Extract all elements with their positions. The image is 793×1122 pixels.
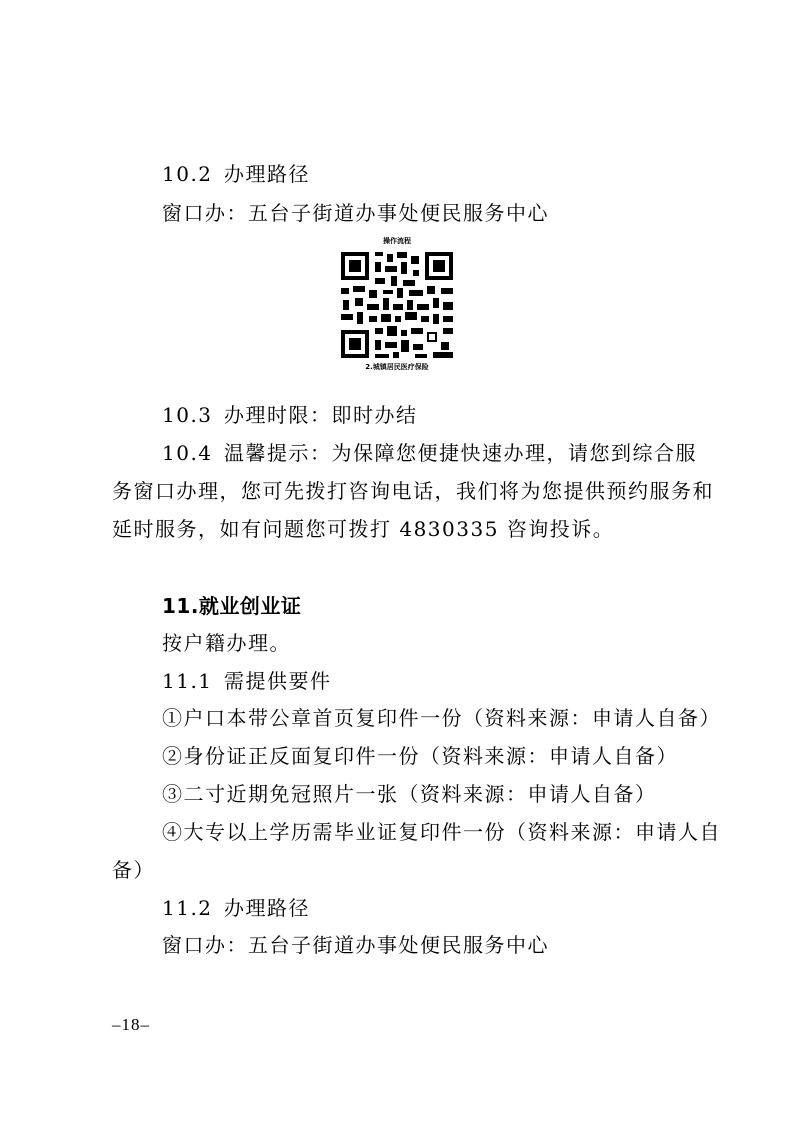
requirement-item: ④大专以上学历需毕业证复印件一份（资料来源：申请人自 xyxy=(162,820,721,844)
section-text: 温馨提示：为保障您便捷快速办理，请您到综合服 xyxy=(224,441,697,465)
qr-code-block xyxy=(331,236,463,370)
requirement-item: ③二寸近期免冠照片一张（资料来源：申请人自备） xyxy=(162,782,657,806)
window-office-10: 窗口办：五台子街道办事处便民服务中心 xyxy=(162,201,549,225)
section-11-title: 11.就业创业证 xyxy=(162,594,302,618)
qr-title: 操作流程 xyxy=(383,237,411,245)
section-number: 11.2 xyxy=(162,896,213,920)
section-11-intro: 按户籍办理。 xyxy=(162,631,291,655)
qr-caption: 2.城镇居民医疗保险 xyxy=(365,363,429,371)
heading-11-2 xyxy=(162,896,310,920)
section-number: 10.4 xyxy=(162,441,213,465)
heading-11-1 xyxy=(162,669,332,693)
tip-line-3: 延时服务，如有问题您可拨打 4830335 咨询投诉。 xyxy=(112,517,615,541)
section-number: 10.3 xyxy=(162,403,213,427)
heading-10-4 xyxy=(162,441,697,465)
tip-line-2: 务窗口办理，您可先拨打咨询电话，我们将为您提供预约服务和 xyxy=(112,479,714,503)
section-title: 办理路径 xyxy=(224,162,310,186)
requirement-item-continuation: 备） xyxy=(112,858,155,882)
section-title: 需提供要件 xyxy=(224,669,332,693)
page-number: –18– xyxy=(112,1015,150,1034)
heading-10-2 xyxy=(162,162,310,186)
section-title: 办理路径 xyxy=(224,896,310,920)
window-office-11: 窗口办：五台子街道办事处便民服务中心 xyxy=(162,933,549,957)
requirement-item: ①户口本带公章首页复印件一份（资料来源：申请人自备） xyxy=(162,706,721,730)
section-number: 10.2 xyxy=(162,162,213,186)
qr-code-image xyxy=(331,248,463,364)
section-text: 办理时限：即时办结 xyxy=(224,403,418,427)
section-number: 11.1 xyxy=(162,669,213,693)
requirement-item: ②身份证正反面复印件一份（资料来源：申请人自备） xyxy=(162,744,678,768)
heading-10-3 xyxy=(162,403,418,427)
